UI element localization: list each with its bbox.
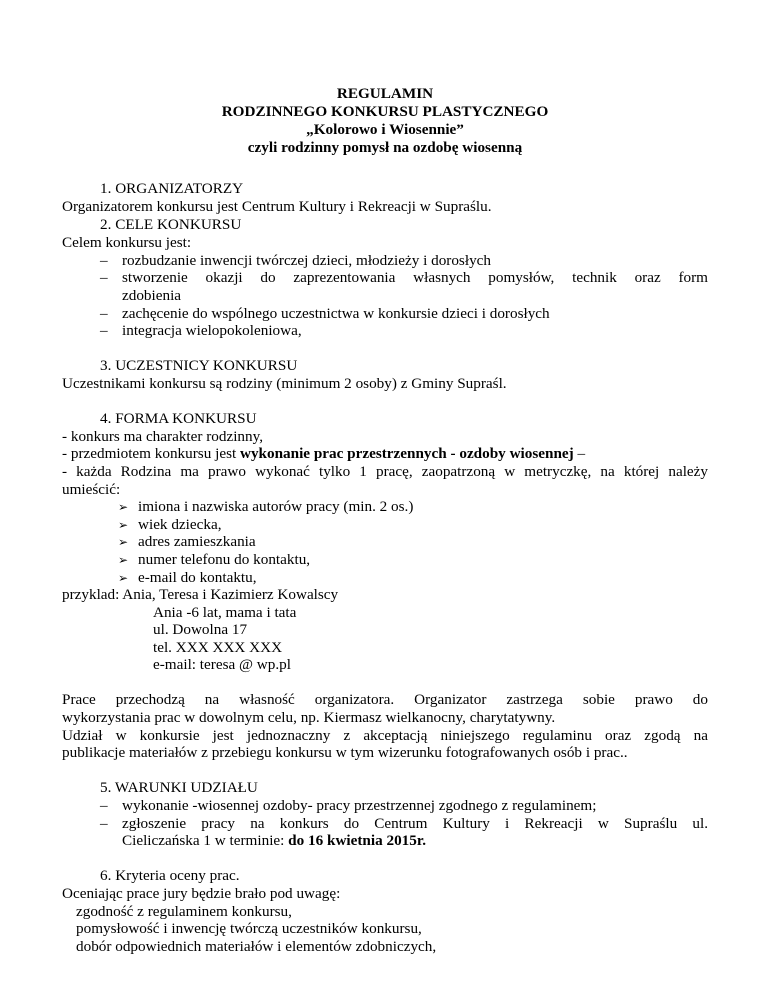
list-item: – [100,305,108,322]
section-4-line-3: - każda Rodzina ma prawo wykonać tylko 1 pracę, zaopatrzoną w metryczkę, na której należy [62,463,708,480]
section-3-heading: 3. UCZESTNICY KONKURSU [100,357,298,374]
list-item-text: stworzenie okazji do zaprezentowania własnych pomysłów, technik oraz form [122,269,708,286]
section-1-heading: 1. ORGANIZATORZY [100,180,244,197]
consent-paragraph-line-1: Udział w konkursie jest jednoznaczny z akceptacją niniejszego regulaminu oraz zgodą na [62,727,708,744]
list-item-text: rozbudzanie inwencji twórczej dzieci, młodzieży i dorosłych [122,252,491,269]
section-6-heading: 6. Kryteria oceny prac. [100,867,240,884]
example-line: ul. Dowolna 17 [153,621,248,638]
ownership-paragraph-line-1: Prace przechodzą na własność organizatora. Organizator zastrzega sobie prawo do [62,691,708,708]
list-item: – [100,815,108,832]
list-item-text: integracja wielopokoleniowa, [122,322,302,339]
section-2-heading: 2. CELE KONKURSU [100,216,242,233]
section-4-heading: 4. FORMA KONKURSU [100,410,257,427]
arrow-bullet-icon: ➢ [118,518,129,532]
title-line-3: „Kolorowo i Wiosennie” [306,121,464,138]
example-line: tel. XXX XXX XXX [153,639,283,656]
list-item-text: zachęcenie do wspólnego uczestnictwa w konkursie dzieci i dorosłych [122,305,550,322]
title-line-1: REGULAMIN [336,85,434,102]
section-2-intro: Celem konkursu jest: [62,234,192,251]
bullet-item: ➢ adres zamieszkania [118,533,256,550]
title-line-2: RODZINNEGO KONKURSU PLASTYCZNEGO [221,103,549,120]
list-item-text-cont: zdobienia [122,287,182,304]
section-4-line-4: umieścić: [62,481,121,498]
bullet-item: ➢ e-mail do kontaktu, [118,569,257,586]
arrow-bullet-icon: ➢ [118,553,129,567]
list-item: – [100,322,108,339]
example-label: przyklad: Ania, Teresa i Kazimierz Kowalscy [62,586,339,603]
list-item-text: zgłoszenie pracy na konkurs do Centrum Kultury i Rekreacji w Supraślu ul. [122,815,708,832]
ownership-paragraph-line-2: wykorzystania prac w dowolnym celu, np. Kiermasz wielkanocny, charytatywny. [62,709,556,726]
consent-paragraph-line-2: publikacje materiałów z przebiegu konkursu w tym wizerunku fotografowanych osób i prac.. [62,744,628,761]
section-4-line-1: - konkurs ma charakter rodzinny, [62,428,264,445]
bullet-item: ➢ imiona i nazwiska autorów pracy (min. 2 os.) [118,498,414,515]
bullet-item: ➢ numer telefonu do kontaktu, [118,551,311,568]
title-line-4: czyli rodzinny pomysł na ozdobę wiosenną [247,139,523,156]
arrow-bullet-icon: ➢ [118,535,129,549]
list-item: – [100,269,108,286]
bullet-item: ➢ wiek dziecka, [118,516,222,533]
example-line: e-mail: teresa @ wp.pl [153,656,291,673]
example-line: Ania -6 lat, mama i tata [153,604,297,621]
section-3-text: Uczestnikami konkursu są rodziny (minimum 2 osoby) z Gminy Supraśl. [62,375,507,392]
criteria-item: dobór odpowiednich materiałów i elementów zdobniczych, [76,938,437,955]
section-4-line-2: - przedmiotem konkursu jest wykonanie prac przestrzennych - ozdoby wiosennej – [62,445,586,462]
list-item-text-cont: Cieliczańska 1 w terminie: do 16 kwietnia 2015r. [122,832,427,849]
document-title [62,85,708,157]
section-1-text: Organizatorem konkursu jest Centrum Kultury i Rekreacji w Supraślu. [62,198,492,215]
list-item-text: wykonanie -wiosennej ozdoby- pracy przestrzennej zgodnego z regulaminem; [122,797,597,814]
section-5-heading: 5. WARUNKI UDZIAŁU [100,779,258,796]
arrow-bullet-icon: ➢ [118,500,129,514]
section-6-intro: Oceniając prace jury będzie brało pod uwagę: [62,885,341,902]
arrow-bullet-icon: ➢ [118,571,129,585]
list-item: – [100,252,108,269]
criteria-item: pomysłowość i inwencję twórczą uczestników konkursu, [76,920,422,937]
criteria-item: zgodność z regulaminem konkursu, [76,903,292,920]
list-item: – [100,797,108,814]
